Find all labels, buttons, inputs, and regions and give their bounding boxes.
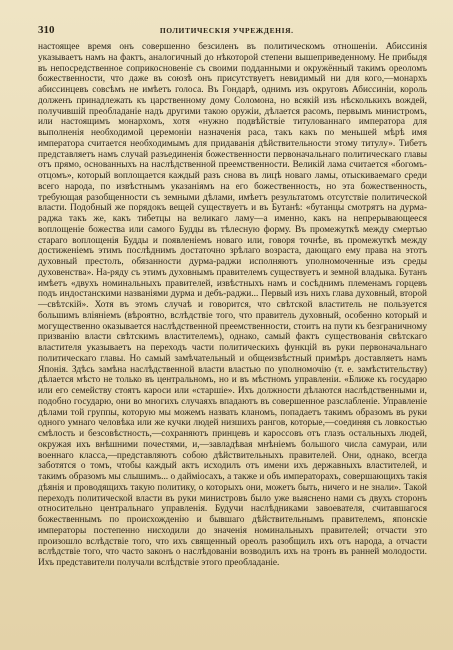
page-number: 310 — [38, 24, 55, 36]
running-title: ПОЛИТИЧЕСКІЯ УЧРЕЖДЕНІЯ. — [159, 26, 294, 35]
body-text — [38, 42, 427, 569]
page-header — [38, 24, 427, 36]
paragraph: настоящее время онъ совершенно безсиленъ въ политическомъ отношеніи. Абиссинія указываетъ намъ на фактъ, аналогичный до нѣкоторой степени вышеприведенному. Не прибыдя въ непосредственное соприкосновеніе съ своими подданными и окружённый такимъ ореоломъ божественности, что даже въ союзѣ онъ присутствуетъ невидимый ни для кого,—монархъ абиссинцевъ совсѣмъ не имѣетъ голоса. Въ Гондарѣ, однимъ изъ округовъ Абиссиніи, король долженъ принадлежать къ царственному дому Соломона, но всякій изъ нѣсколькихъ вождей, получившій преобладаніе надъ другими такою оружіи, дѣлается расомъ, первымъ министромъ, или настоящимъ монархомъ, хотя «нужно подвѣйствіе титулованнаго императора для выполненія необходимой церемоніи назначенія раса, такъ какъ по меньшей мѣрѣ имя императора считается необходимымъ для придаванія дѣйствительности этому титулу». Тибетъ представляетъ намъ случай разъединенія божественности первоначальнаго политическаго главы отъ прямо, основанныхъ на наслѣдственной преемственности. Великій лама считается «богомъ-отцомъ», который воплощается каждый разъ снова въ лицѣ новаго ламы, отыскиваемаго среди всего народа, по извѣстнымъ указаніямъ на его божественность, но эта божественность, требующая разобщенности съ земными дѣлами, имѣетъ результатомъ отсутствіе политической власти. Подобный же порядокъ вещей существуетъ и въ Бутанѣ: «бутанцы смотрятъ на дурма-раджа такъ же, какъ тибетцы на великаго ламу—а именно, какъ на непрерывающееся воплощеніе божества или самого Будды въ тѣлесную форму. Въ промежуткѣ между смертью стараго воплощенія Будды и появленіемъ новаго или, говоря точнѣе, въ промежуткѣ между достиженіемъ этимъ послѣднимъ достаточно зрѣлаго возраста, дающаго ему права на этотъ духовный престолъ, обязанности дурма-раджи исполняютъ уполномоченные изъ среды духовенства». На-ряду съ этимъ духовнымъ правителемъ существуетъ и земной владыка. Бутанъ имѣетъ «двухъ номинальныхъ правителей, извѣстныхъ намъ и сосѣднимъ племенамъ горцевъ подъ индостанскими названіями дурма и дебъ-раджи... Первый изъ нихъ глава духовный, второй—свѣтскій». Хотя въ этомъ случаѣ и говорится, что свѣтской властитель не пользуется большимъ вліяніемъ (вѣроятно, вслѣдствіе того, что правитель духовный, особенно который и могущественно оказывается наслѣдственной преемственности, стоитъ на пути къ безграничному призванію власти свѣтскимъ властителемъ), однако, самый фактъ существованія свѣтскаго властителя указываетъ на переходъ части политическихъ функцій въ руки первоначальнаго политическаго главы. Но самый замѣчательный и общеизвѣстный примѣръ доставляетъ намъ Японія. Здѣсь замѣна наслѣдственной власти властью по уполномочію (т. е. замѣстительству) дѣлается мѣсто не только въ центральномъ, но и въ мѣстномъ управленіи. «Ближе къ государю или его семейству стоятъ кароси или «старшіе». Ихъ должности дѣлаются наслѣдственными и, подобно государю, они во многихъ случаяхъ впадаютъ въ совершенное разслабленіе. Управленіе дѣлами той группы, которую мы можемъ назвать кланомъ, попадаетъ такимъ образомъ въ руки одного умнаго человѣка или же кучки людей низшихъ рангов, которые,—соединяя съ ловкостью смѣлость и безсовѣстность,—сохраняютъ принцевъ и кароссовъ отъ глазъ остальныхъ людей, окружая ихъ внѣшними почестями, и,—завладѣвая мнѣніемъ большого числа самураи, или военнаго класса,—представляютъ собою дѣйствительныхъ правителей. Они, однако, всегда заботятся о томъ, чтобы каждый актъ исходилъ отъ имени ихъ державныхъ властителей, и такимъ образомъ мы слышимъ... о даймiосахъ, а также и объ императорахъ, совершающихъ такія дѣянія и проводящихъ такую политику, о которыхъ они, можетъ быть, ничего и не знали». Такой переходъ политической власти въ руки министровъ было уже выяснено нами съ двухъ сторонъ относительно центральнаго управленія. Будучи наслѣдниками завоевателя, считавшагося божественнымъ по происхожденію и бывшаго дѣйствительнымъ правителемъ, японскіе императоры постепенно нисходили до значенія номинальныхъ правителей; отчасти это произошло вслѣдствіе того, что ихъ священный ореолъ разобщилъ ихъ отъ народа, а отчасти вслѣдствіе того, что часто законъ о наслѣдованіи возводилъ ихъ на тронъ въ ранней молодости. Ихъ представители получали вслѣдствіе этого преобладаніе. — [38, 42, 427, 568]
